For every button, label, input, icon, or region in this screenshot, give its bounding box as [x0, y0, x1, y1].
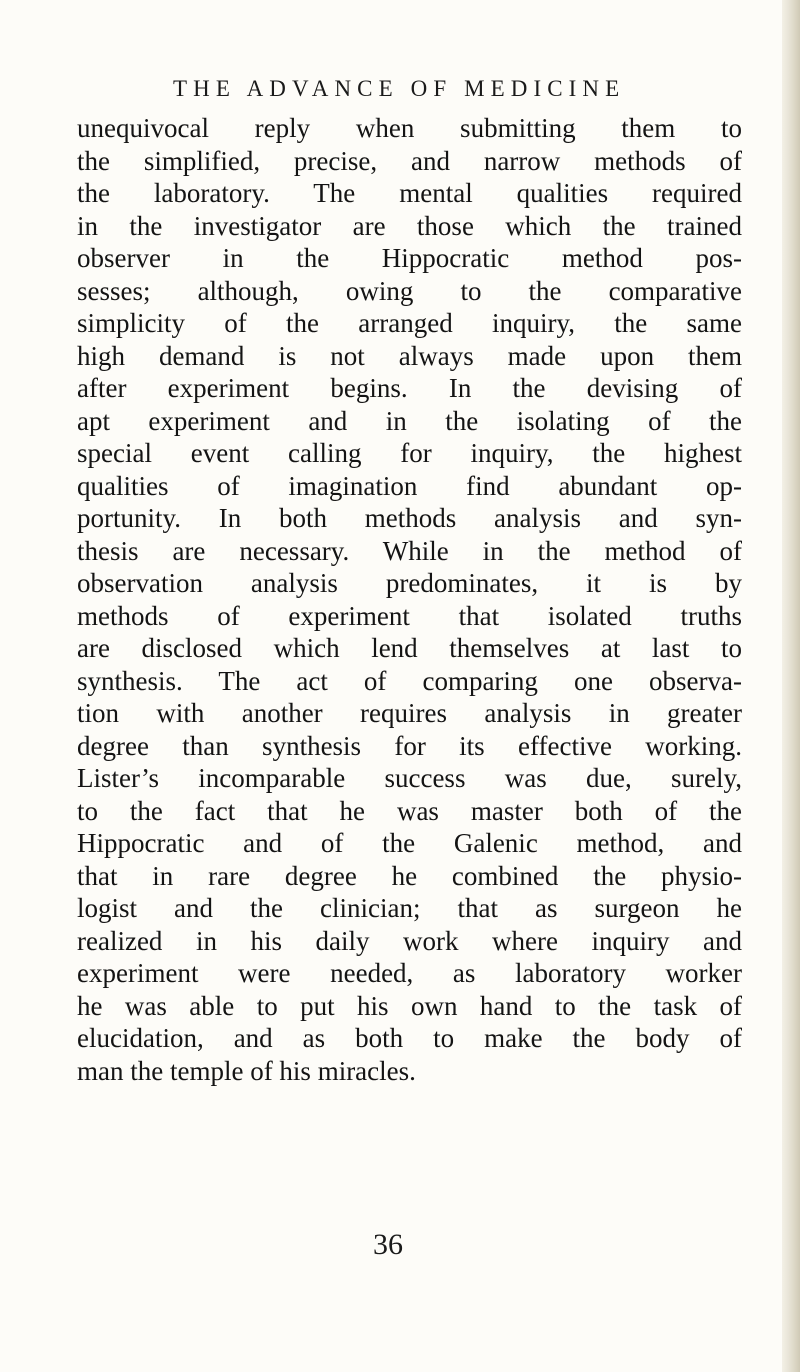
text-line: synthesis. The act of comparing one observa-: [77, 665, 742, 696]
text-line: to the fact that he was master both of the: [77, 795, 742, 826]
text-line: apt experiment and in the isolating of the: [77, 405, 742, 436]
text-line: the laboratory. The mental qualities required: [77, 178, 742, 208]
text-line: that in rare degree he combined the physio-: [77, 860, 742, 891]
text-line: methods of experiment that isolated truths: [77, 600, 742, 631]
text-line: the simplified, precise, and narrow methods of: [77, 145, 742, 176]
text-line: observation analysis predominates, it is by: [77, 568, 742, 598]
page-number: 36: [373, 1228, 403, 1261]
text-line: sesses; although, owing to the comparative: [77, 275, 742, 306]
page-edge: [782, 0, 800, 1372]
body-text: [77, 112, 742, 1087]
text-line: Hippocratic and of the Galenic method, and: [77, 828, 742, 858]
text-line: tion with another requires analysis in greater: [77, 698, 742, 728]
text-line: Lister’s incomparable success was due, surely,: [77, 763, 742, 793]
text-line: special event calling for inquiry, the highest: [77, 438, 742, 468]
running-header: THE ADVANCE OF MEDICINE: [173, 76, 626, 101]
text-line: thesis are necessary. While in the method of: [77, 535, 742, 566]
text-line: degree than synthesis for its effective working.: [77, 730, 742, 761]
text-line: observer in the Hippocratic method pos-: [77, 243, 742, 273]
text-line: man the temple of his miracles.: [77, 1055, 416, 1086]
text-line: qualities of imagination find abundant op-: [77, 470, 742, 501]
text-line: are disclosed which lend themselves at last to: [77, 633, 742, 663]
text-line: realized in his daily work where inquiry and: [77, 925, 742, 956]
text-line: logist and the clinician; that as surgeon he: [77, 893, 742, 923]
text-line: after experiment begins. In the devising of: [77, 373, 742, 403]
text-line: simplicity of the arranged inquiry, the same: [77, 308, 742, 338]
text-line: elucidation, and as both to make the body of: [77, 1023, 742, 1053]
text-line: in the investigator are those which the trained: [77, 210, 742, 241]
text-line: he was able to put his own hand to the task of: [77, 990, 742, 1021]
text-line: portunity. In both methods analysis and syn-: [77, 503, 742, 533]
text-line: high demand is not always made upon them: [77, 340, 742, 371]
text-line: experiment were needed, as laboratory worker: [77, 958, 742, 988]
text-line: unequivocal reply when submitting them to: [77, 113, 742, 143]
